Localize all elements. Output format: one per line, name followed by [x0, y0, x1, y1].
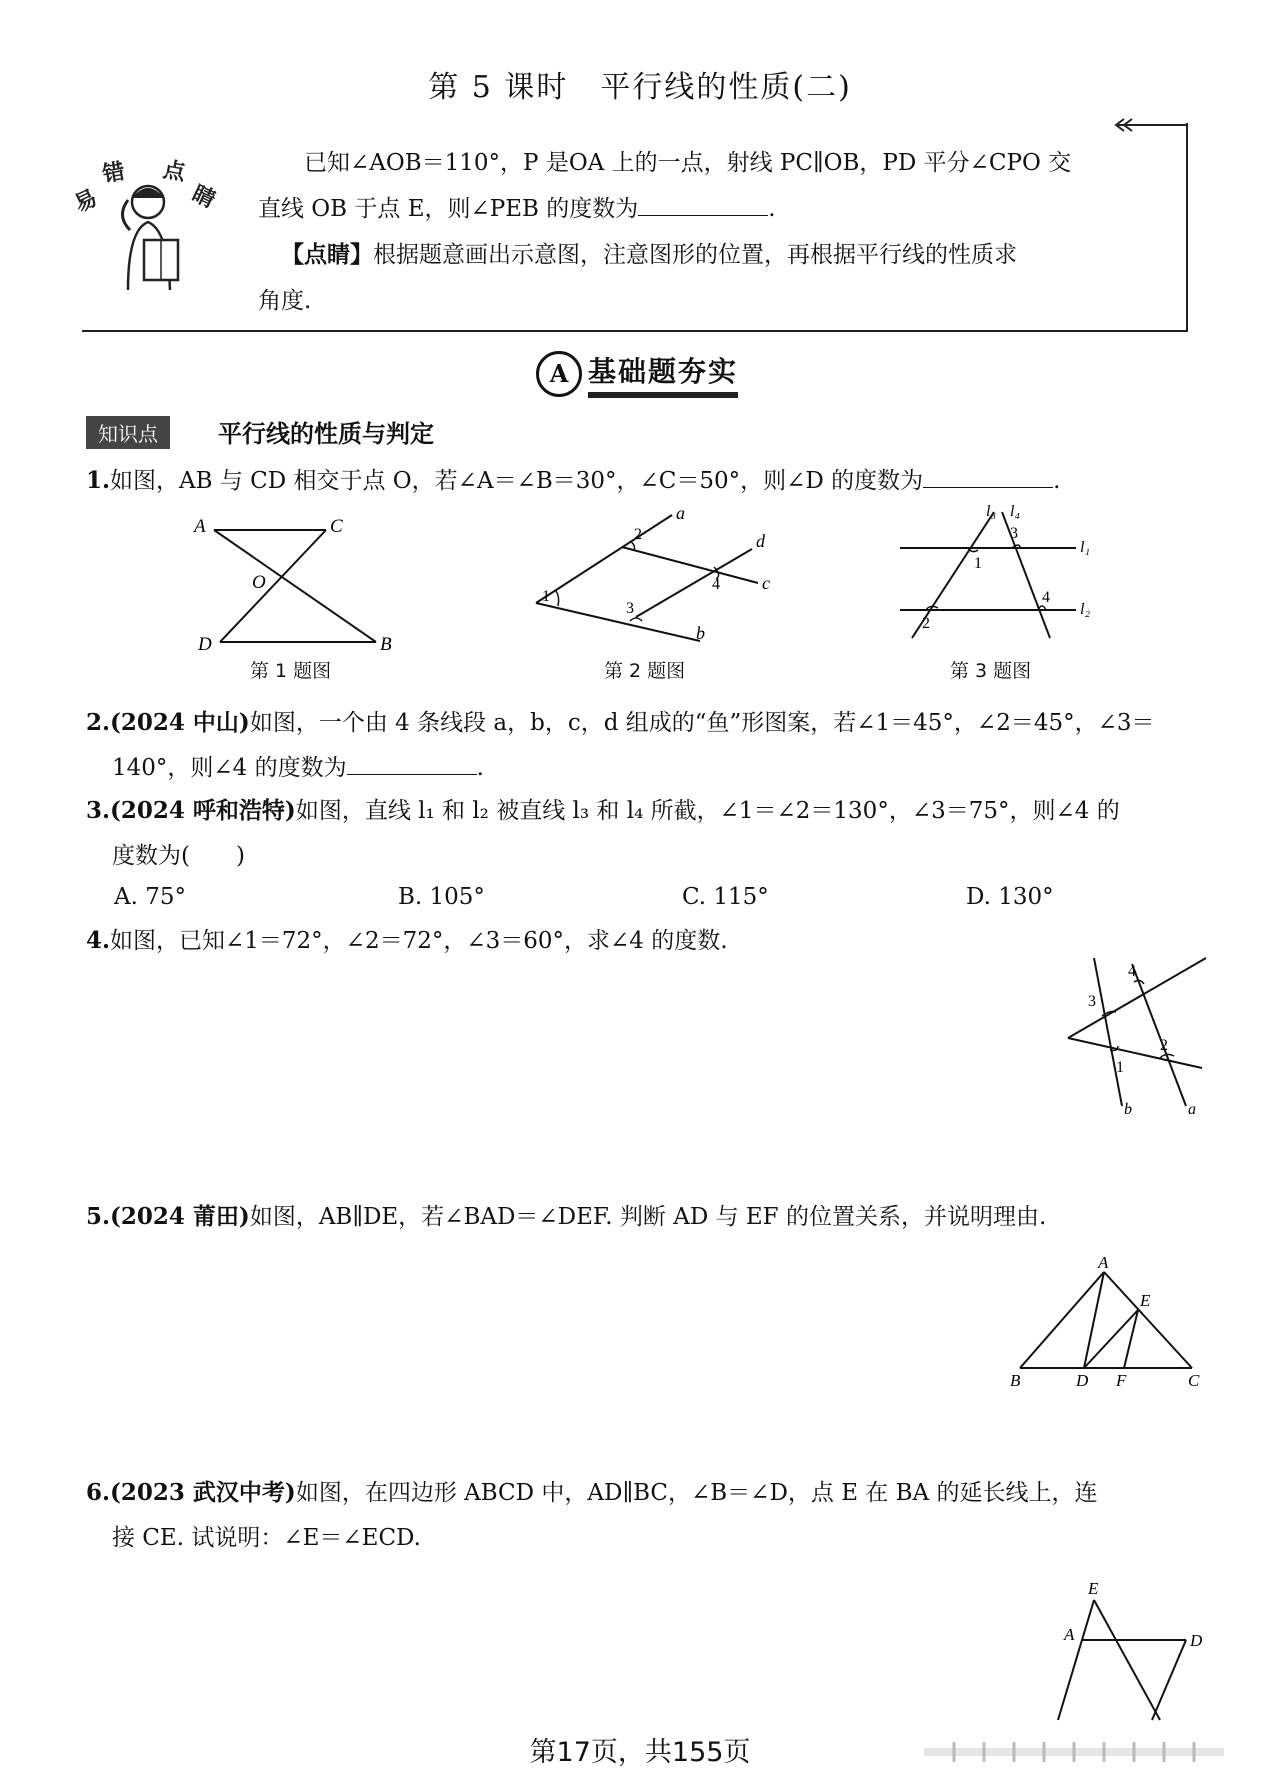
- angle-4: 4: [1042, 589, 1050, 606]
- figure-3-diagram: [890, 502, 1120, 648]
- angle-1: 1: [542, 588, 550, 605]
- label-F: F: [1116, 1371, 1127, 1390]
- label-D: D: [1076, 1371, 1089, 1390]
- option-b[interactable]: B. 105°: [398, 884, 485, 910]
- question-number: 3.: [86, 797, 111, 824]
- label-A: A: [1098, 1253, 1109, 1272]
- question-number: 1.: [86, 467, 111, 494]
- label-l1: l₁: [1080, 539, 1091, 556]
- angle-4: 4: [1128, 963, 1136, 980]
- label-b: b: [696, 623, 705, 643]
- label-A: A: [194, 516, 206, 537]
- question-text: 如图，已知∠1＝72°，∠2＝72°，∠3＝60°，求∠4 的度数.: [110, 928, 728, 954]
- problem-line-2: [258, 186, 1188, 232]
- section-title: 基础题夯实: [588, 350, 738, 398]
- option-a[interactable]: A. 75°: [114, 884, 186, 910]
- question-text: 如图，一个由 4 条线段 a，b，c，d 组成的“鱼”形图案，若∠1＝45°，∠2＝45°，∠3＝: [249, 710, 1155, 736]
- angle-2: 2: [634, 526, 642, 543]
- question-number: 5.: [86, 1203, 111, 1230]
- option-c[interactable]: C. 115°: [682, 884, 769, 910]
- angle-1: 1: [1116, 1059, 1124, 1076]
- figure-6-diagram: [1030, 1580, 1220, 1720]
- arrow-icon: [1110, 118, 1190, 132]
- box-border-bottom: [82, 330, 1188, 332]
- question-2-line-2: [86, 746, 1196, 791]
- question-3: [86, 788, 1196, 879]
- angle-2: 2: [922, 615, 930, 632]
- mistake-problem: [258, 140, 1188, 324]
- label-C: C: [330, 516, 343, 537]
- label-C: C: [1188, 1371, 1200, 1390]
- section-header: [536, 350, 738, 398]
- problem-line-2-prefix: 直线 OB 于点 E，则∠PEB 的度数为: [258, 196, 639, 222]
- option-d[interactable]: D. 130°: [966, 884, 1054, 910]
- figure-3-caption: 第 3 题图: [950, 660, 1032, 682]
- label-l4: l₄: [1010, 503, 1021, 520]
- mascot-char-4: 睛: [188, 180, 220, 213]
- label-l2: l₂: [1080, 601, 1091, 618]
- question-number: 4.: [86, 927, 111, 954]
- section-badge-icon: A: [536, 351, 582, 397]
- mascot-char-1: 易: [70, 184, 102, 217]
- label-B: B: [1010, 1371, 1021, 1390]
- label-A: A: [1064, 1625, 1075, 1644]
- knowledge-point-tag: 知识点: [86, 416, 170, 449]
- label-l3: l₃: [986, 503, 997, 520]
- knowledge-point-title: 平行线的性质与判定: [218, 420, 434, 448]
- question-end: .: [476, 755, 484, 781]
- answer-blank[interactable]: [347, 752, 477, 775]
- question-1: [86, 458, 1196, 504]
- angle-4: 4: [712, 576, 720, 593]
- mascot-char-3: 点: [161, 156, 188, 186]
- label-d: d: [756, 531, 765, 551]
- question-text: 如图，AB 与 CD 相交于点 O，若∠A＝∠B＝30°，∠C＝50°，则∠D 的度数为: [110, 468, 924, 494]
- angle-1: 1: [974, 555, 982, 572]
- question-text: 如图，AB∥DE，若∠BAD＝∠DEF. 判断 AD 与 EF 的位置关系，并说明理由.: [249, 1204, 1047, 1230]
- hint-text: 根据题意画出示意图，注意图形的位置，再根据平行线的性质求: [373, 242, 1017, 268]
- label-E: E: [1088, 1579, 1099, 1598]
- angle-2: 2: [1160, 1037, 1168, 1054]
- question-6-line-1: [86, 1470, 1196, 1516]
- label-E: E: [1140, 1291, 1151, 1310]
- label-b: b: [1124, 1101, 1132, 1118]
- label-O: O: [252, 572, 266, 593]
- question-source: (2024 呼和浩特): [110, 797, 296, 824]
- question-number: 2.: [86, 709, 111, 736]
- problem-period: .: [768, 196, 776, 222]
- angle-3: 3: [626, 600, 634, 617]
- question-text: 如图，直线 l₁ 和 l₂ 被直线 l₃ 和 l₄ 所截，∠1＝∠2＝130°，∠3＝75°，则∠4 的: [295, 798, 1120, 824]
- question-text: 140°，则∠4 的度数为: [112, 755, 347, 781]
- label-a: a: [1188, 1101, 1196, 1118]
- question-5: [86, 1194, 1196, 1240]
- figure-2-caption: 第 2 题图: [604, 660, 686, 682]
- angle-3: 3: [1010, 525, 1018, 542]
- answer-blank[interactable]: [923, 465, 1053, 488]
- answer-blank[interactable]: [638, 193, 768, 216]
- question-source: (2024 莆田): [110, 1203, 250, 1230]
- angle-3: 3: [1088, 993, 1096, 1010]
- hint: [258, 232, 1188, 278]
- question-2-line-1: [86, 700, 1196, 746]
- question-end: .: [1053, 468, 1061, 494]
- page-indicator: 第17页，共155页: [529, 1737, 751, 1768]
- figure-1-caption: 第 1 题图: [250, 660, 332, 682]
- label-B: B: [380, 634, 392, 655]
- question-source: (2023 武汉中考): [110, 1479, 296, 1506]
- label-c: c: [762, 573, 770, 593]
- figure-1-diagram: [190, 512, 420, 655]
- problem-line-1: 已知∠AOB＝110°，P 是OA 上的一点，射线 PC∥OB，PD 平分∠CPO 交: [304, 150, 1072, 176]
- question-source: (2024 中山): [110, 709, 250, 736]
- question-6-line-2: 接 CE. 试说明：∠E＝∠ECD.: [112, 1525, 421, 1551]
- label-D: D: [198, 634, 212, 655]
- mascot-char-2: 错: [100, 158, 127, 187]
- page-title: 第 5 课时 平行线的性质(二): [428, 70, 852, 105]
- label-a: a: [676, 503, 685, 523]
- question-number: 6.: [86, 1479, 111, 1506]
- hint-label: 【点睛】: [281, 241, 373, 268]
- hint-text-2: 角度.: [258, 288, 312, 314]
- mascot-reading-icon: [70, 150, 220, 290]
- question-6: [86, 1470, 1196, 1561]
- figure-5-diagram: [1000, 1253, 1210, 1390]
- question-text: 如图，在四边形 ABCD 中，AD∥BC，∠B＝∠D，点 E 在 BA 的延长线上，连: [295, 1480, 1098, 1506]
- figure-4-diagram: [1060, 958, 1220, 1118]
- question-3-line-1: [86, 788, 1196, 834]
- question-2: [86, 700, 1196, 791]
- question-3-line-2: 度数为( ): [112, 843, 245, 869]
- figure-2-diagram: [530, 505, 790, 645]
- label-D: D: [1190, 1631, 1203, 1650]
- question-4: [86, 918, 1196, 964]
